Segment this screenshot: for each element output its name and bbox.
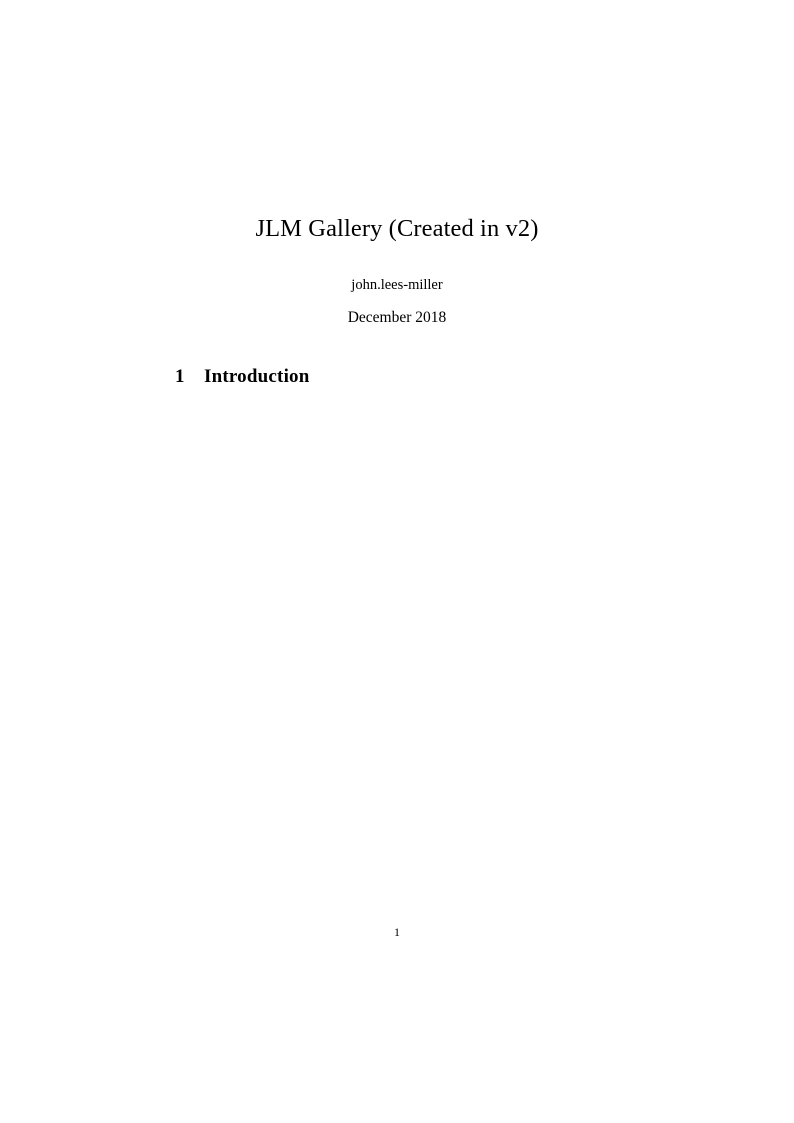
document-author: john.lees-miller — [351, 277, 443, 294]
page-title: JLM Gallery (Created in v2) — [255, 215, 539, 242]
document-content — [0, 0, 794, 388]
section-number: 1 — [175, 366, 185, 388]
document-date: December 2018 — [347, 309, 447, 327]
section-heading-introduction — [0, 327, 794, 388]
page-number: 1 — [394, 925, 400, 939]
section-title: Introduction — [204, 366, 310, 388]
